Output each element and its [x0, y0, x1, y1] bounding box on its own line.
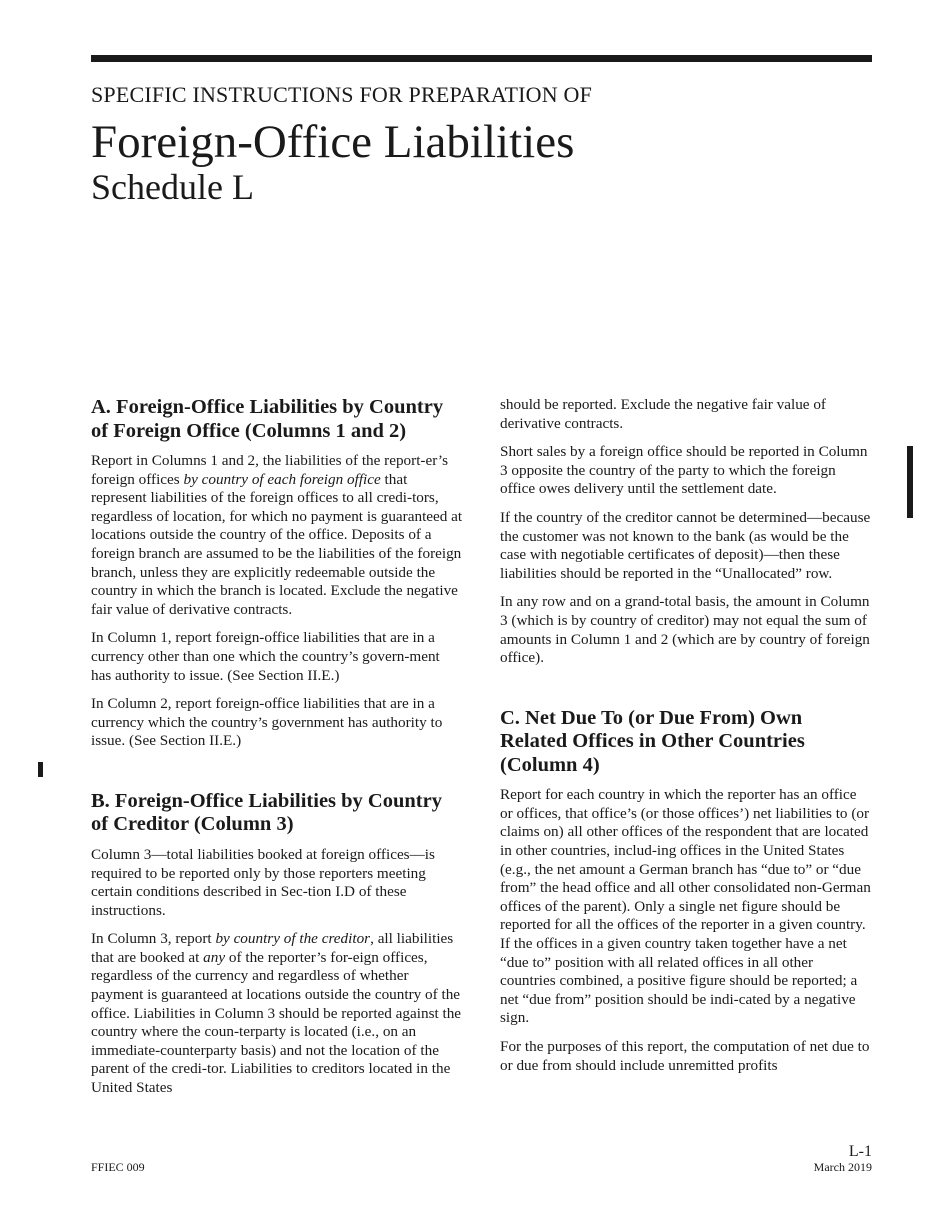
- section-a-paragraph-1: Report in Columns 1 and 2, the liabilities of the report-er’s foreign offices by country of each foreign office that represent liabilities of the foreign offices to all credi-tors, regardless of location, for which no payment is guaranteed at locations outside the country of the office. Deposits of a foreign branch are assumed to be the liabilities of the foreign branch, unless they are explicitly redeemable outside the country in which the branch is located. Exclude the negative fair value of derivative contracts.: [91, 452, 463, 618]
- section-b-paragraph-3: Short sales by a foreign office should be reported in Column 3 opposite the country of the party to which the foreign office owes delivery until the settlement date.: [500, 443, 868, 498]
- section-c-paragraph-1: Report for each country in which the reporter has an office or offices, that office’s (or those offices’) net liabilities to (or claims on) all other offices of the respondent that are located in other countries, includ-ing offices in the United States (e.g., the net amount a German branch has “due to” or “due from” the head office and all other consolidated non-German offices of the parent). Only a single net figure should be reported for all the offices of the reporter in a given country. If the offices in a given country taken together have a net “due to” position with all related offices in all other countries combined, a positive figure should be reported; a net “due from” position should be indi-cated by a negative sign.: [500, 786, 871, 1027]
- left-column: [91, 396, 463, 1108]
- top-rule: [91, 55, 872, 62]
- page-subtitle: Schedule L: [91, 167, 254, 207]
- revision-change-bar: [907, 446, 913, 518]
- section-b-paragraph-2-continued: should be reported. Exclude the negative fair value of derivative contracts.: [500, 396, 826, 432]
- footer-date: March 2019: [813, 1160, 872, 1174]
- right-column: [500, 396, 872, 1085]
- section-c-heading: C. Net Due To (or Due From) Own Related Offices in Other Countries (Column 4): [500, 706, 805, 776]
- section-a-paragraph-2: In Column 1, report foreign-office liabilities that are in a currency other than one which the country’s govern-ment has authority to issue. (See Section II.E.): [91, 629, 440, 684]
- page-title: Foreign-Office Liabilities: [91, 116, 575, 168]
- section-b-paragraph-4: If the country of the creditor cannot be determined—because the customer was not known to the bank (as would be the case with negotiable certificates of deposit)—then these liabilities should be reported in the “Unallocated” row.: [500, 508, 871, 582]
- section-b-heading: B. Foreign-Office Liabilities by Country of Creditor (Column 3): [91, 789, 442, 836]
- section-a-paragraph-3: In Column 2, report foreign-office liabilities that are in a currency which the country’s government has authority to issue. (See Section II.E.): [91, 695, 443, 750]
- section-c-paragraph-2: For the purposes of this report, the computation of net due to or due from should include unremitted profits: [500, 1037, 870, 1074]
- section-a-heading: A. Foreign-Office Liabilities by Country of Foreign Office (Columns 1 and 2): [91, 396, 444, 442]
- footer-form-id: FFIEC 009: [91, 1160, 145, 1174]
- revision-change-bar: [38, 762, 43, 777]
- section-b-paragraph-1: Column 3—total liabilities booked at foreign offices—is required to be reported only by those reporters meeting certain conditions described in Sec-tion I.D of these instructions.: [91, 845, 435, 919]
- header-kicker: SPECIFIC INSTRUCTIONS FOR PREPARATION OF: [91, 82, 593, 107]
- section-b-paragraph-5: In any row and on a grand-total basis, the amount in Column 3 (which is by country of creditor) may not equal the sum of amounts in Column 1 and 2 (which are by country of foreign office).: [500, 593, 870, 667]
- section-b-paragraph-2: In Column 3, report by country of the creditor, all liabilities that are booked at any of the reporter’s for-eign offices, regardless of the currency and regardless of whether payment is guaranteed at locations outside the country of the office. Liabilities in Column 3 should be reported against the country where the coun-terparty is located (i.e., on an immediate-counterparty basis) and not the location of the parent of the credi-tor. Liabilities to creditors located in the United States: [91, 930, 462, 1097]
- page-number: L-1: [848, 1143, 872, 1160]
